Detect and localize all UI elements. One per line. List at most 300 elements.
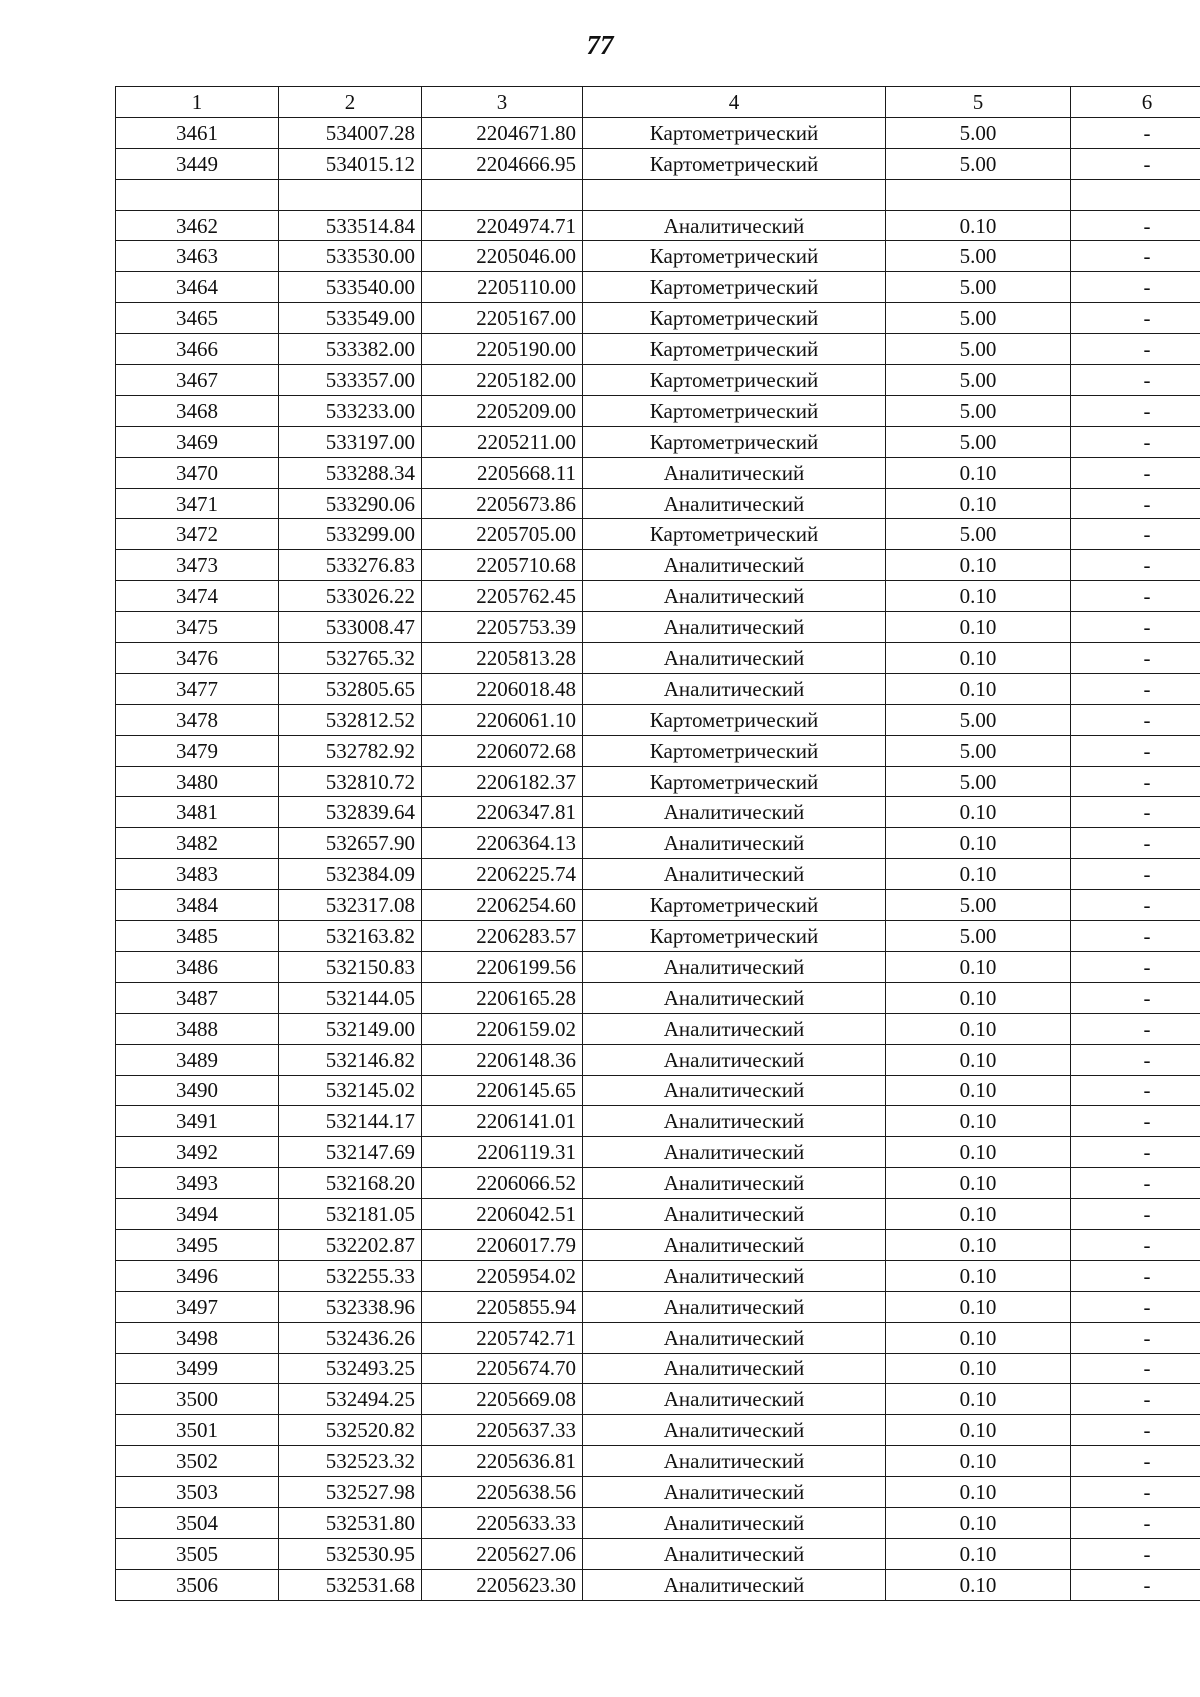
cell-method: Аналитический <box>583 210 886 241</box>
cell-method: Аналитический <box>583 1353 886 1384</box>
cell-point-number: 3493 <box>116 1168 279 1199</box>
cell-coord-x: 532145.02 <box>279 1075 422 1106</box>
cell-accuracy: 0.10 <box>886 1168 1071 1199</box>
cell-point-number: 3500 <box>116 1384 279 1415</box>
cell-coord-x: 532317.08 <box>279 890 422 921</box>
cell-coord-y: 2205110.00 <box>422 272 583 303</box>
cell-coord-y: 2206061.10 <box>422 704 583 735</box>
cell-note: - <box>1071 951 1200 982</box>
cell-method: Аналитический <box>583 550 886 581</box>
cell-method: Картометрический <box>583 272 886 303</box>
cell-point-number: 3481 <box>116 797 279 828</box>
cell-point-number: 3490 <box>116 1075 279 1106</box>
table-row <box>116 1199 1200 1230</box>
table-row <box>116 148 1200 179</box>
cell-coord-y: 2205636.81 <box>422 1446 583 1477</box>
column-header-5: 5 <box>886 87 1071 118</box>
cell-method: Аналитический <box>583 1168 886 1199</box>
cell-point-number: 3479 <box>116 735 279 766</box>
cell-accuracy: 5.00 <box>886 426 1071 457</box>
cell-coord-x: 532839.64 <box>279 797 422 828</box>
cell-coord-y: 2205705.00 <box>422 519 583 550</box>
cell-method: Аналитический <box>583 859 886 890</box>
table-row <box>116 1291 1200 1322</box>
cell-point-number: 3499 <box>116 1353 279 1384</box>
cell-coord-y: 2204666.95 <box>422 148 583 179</box>
cell-note: - <box>1071 117 1200 148</box>
cell-note: - <box>1071 210 1200 241</box>
cell-method: Аналитический <box>583 457 886 488</box>
cell-coord-y: 2205190.00 <box>422 334 583 365</box>
cell-coord-y: 2206364.13 <box>422 828 583 859</box>
table-row <box>116 859 1200 890</box>
cell-note: - <box>1071 890 1200 921</box>
cell-accuracy: 0.10 <box>886 1322 1071 1353</box>
cell-method: Аналитический <box>583 581 886 612</box>
cell-coord-x: 533549.00 <box>279 303 422 334</box>
cell-note: - <box>1071 581 1200 612</box>
cell-method: Картометрический <box>583 148 886 179</box>
cell-accuracy: 5.00 <box>886 148 1071 179</box>
cell-coord-x: 532494.25 <box>279 1384 422 1415</box>
table-row <box>116 704 1200 735</box>
cell-coord-y: 2205627.06 <box>422 1538 583 1569</box>
cell-coord-y: 2206148.36 <box>422 1044 583 1075</box>
cell-accuracy: 5.00 <box>886 766 1071 797</box>
cell-method: Картометрический <box>583 117 886 148</box>
cell-point-number: 3467 <box>116 365 279 396</box>
table-row <box>116 334 1200 365</box>
cell-accuracy: 0.10 <box>886 1260 1071 1291</box>
cell-accuracy: 0.10 <box>886 457 1071 488</box>
column-header-4: 4 <box>583 87 886 118</box>
cell-accuracy: 0.10 <box>886 1507 1071 1538</box>
table-row <box>116 1507 1200 1538</box>
cell-coord-x: 532765.32 <box>279 643 422 674</box>
cell-coord-x: 533540.00 <box>279 272 422 303</box>
cell-method: Аналитический <box>583 982 886 1013</box>
table-row <box>116 1260 1200 1291</box>
cell-note: - <box>1071 365 1200 396</box>
cell-note: - <box>1071 1075 1200 1106</box>
cell-accuracy: 5.00 <box>886 890 1071 921</box>
cell-accuracy: 0.10 <box>886 1446 1071 1477</box>
cell-coord-x: 533008.47 <box>279 612 422 643</box>
cell-coord-x: 532530.95 <box>279 1538 422 1569</box>
cell-point-number: 3482 <box>116 828 279 859</box>
cell-coord-y: 2205762.45 <box>422 581 583 612</box>
cell-method: Аналитический <box>583 1538 886 1569</box>
cell-coord-x: 532150.83 <box>279 951 422 982</box>
cell-coord-x: 532523.32 <box>279 1446 422 1477</box>
cell-accuracy: 0.10 <box>886 550 1071 581</box>
cell-point-number: 3497 <box>116 1291 279 1322</box>
cell-method: Аналитический <box>583 643 886 674</box>
cell-note: - <box>1071 457 1200 488</box>
cell-coord-x: 532531.80 <box>279 1507 422 1538</box>
cell-coord-y: 2206347.81 <box>422 797 583 828</box>
cell-point-number: 3491 <box>116 1106 279 1137</box>
cell-accuracy: 5.00 <box>886 117 1071 148</box>
cell-coord-x: 532202.87 <box>279 1229 422 1260</box>
cell-coord-x: 533382.00 <box>279 334 422 365</box>
cell-coord-y: 2206225.74 <box>422 859 583 890</box>
cell-point-number: 3478 <box>116 704 279 735</box>
table-row <box>116 828 1200 859</box>
cell-method: Картометрический <box>583 890 886 921</box>
table-body <box>116 117 1200 1600</box>
cell-accuracy: 0.10 <box>886 1137 1071 1168</box>
table-row <box>116 1229 1200 1260</box>
cell-point-number: 3472 <box>116 519 279 550</box>
cell-accuracy: 0.10 <box>886 488 1071 519</box>
header-row <box>116 87 1200 118</box>
cell-note: - <box>1071 550 1200 581</box>
cell-method: Аналитический <box>583 1013 886 1044</box>
cell-coord-y: 2206145.65 <box>422 1075 583 1106</box>
table-row <box>116 1013 1200 1044</box>
cell-method: Картометрический <box>583 395 886 426</box>
cell-method: Аналитический <box>583 1044 886 1075</box>
table-row <box>116 1569 1200 1600</box>
cell-accuracy: 0.10 <box>886 1044 1071 1075</box>
table-row <box>116 1415 1200 1446</box>
cell-method: Аналитический <box>583 1260 886 1291</box>
table-row <box>116 426 1200 457</box>
cell-point-number: 3471 <box>116 488 279 519</box>
cell-coord-y: 2204671.80 <box>422 117 583 148</box>
cell-coord-x: 533233.00 <box>279 395 422 426</box>
column-header-1: 1 <box>116 87 279 118</box>
table-row <box>116 365 1200 396</box>
cell-point-number: 3496 <box>116 1260 279 1291</box>
cell-coord-y: 2205710.68 <box>422 550 583 581</box>
cell-coord-y: 2205855.94 <box>422 1291 583 1322</box>
table-row <box>116 210 1200 241</box>
cell-accuracy: 0.10 <box>886 1384 1071 1415</box>
table-row <box>116 643 1200 674</box>
column-header-6: 6 <box>1071 87 1200 118</box>
cell-point-number: 3486 <box>116 951 279 982</box>
cell-accuracy: 5.00 <box>886 272 1071 303</box>
cell-point-number <box>116 179 279 210</box>
cell-accuracy <box>886 179 1071 210</box>
cell-point-number: 3504 <box>116 1507 279 1538</box>
cell-point-number: 3494 <box>116 1199 279 1230</box>
table-row <box>116 982 1200 1013</box>
cell-accuracy: 0.10 <box>886 1075 1071 1106</box>
cell-method: Аналитический <box>583 797 886 828</box>
cell-coord-y: 2206066.52 <box>422 1168 583 1199</box>
cell-accuracy: 0.10 <box>886 1013 1071 1044</box>
table-row <box>116 303 1200 334</box>
cell-method: Картометрический <box>583 426 886 457</box>
cell-note: - <box>1071 148 1200 179</box>
cell-point-number: 3449 <box>116 148 279 179</box>
cell-accuracy: 0.10 <box>886 859 1071 890</box>
cell-accuracy: 0.10 <box>886 612 1071 643</box>
cell-accuracy: 0.10 <box>886 828 1071 859</box>
cell-coord-y: 2206159.02 <box>422 1013 583 1044</box>
cell-accuracy: 0.10 <box>886 982 1071 1013</box>
cell-note: - <box>1071 488 1200 519</box>
cell-note: - <box>1071 1415 1200 1446</box>
cell-coord-x: 532805.65 <box>279 673 422 704</box>
cell-coord-y: 2206199.56 <box>422 951 583 982</box>
table-row <box>116 1353 1200 1384</box>
cell-accuracy: 0.10 <box>886 1538 1071 1569</box>
cell-coord-x: 533276.83 <box>279 550 422 581</box>
cell-coord-y: 2204974.71 <box>422 210 583 241</box>
cell-note: - <box>1071 272 1200 303</box>
table-row <box>116 1044 1200 1075</box>
cell-point-number: 3466 <box>116 334 279 365</box>
cell-coord-y: 2205673.86 <box>422 488 583 519</box>
cell-coord-y: 2205813.28 <box>422 643 583 674</box>
cell-point-number: 3492 <box>116 1137 279 1168</box>
cell-coord-x: 532782.92 <box>279 735 422 766</box>
cell-method: Аналитический <box>583 673 886 704</box>
cell-note: - <box>1071 704 1200 735</box>
cell-method: Картометрический <box>583 334 886 365</box>
cell-coord-x: 532338.96 <box>279 1291 422 1322</box>
cell-method: Аналитический <box>583 1075 886 1106</box>
cell-accuracy: 5.00 <box>886 334 1071 365</box>
cell-coord-x: 532163.82 <box>279 921 422 952</box>
cell-coord-x: 532520.82 <box>279 1415 422 1446</box>
cell-point-number: 3473 <box>116 550 279 581</box>
cell-point-number: 3488 <box>116 1013 279 1044</box>
cell-method: Картометрический <box>583 303 886 334</box>
cell-accuracy: 5.00 <box>886 303 1071 334</box>
cell-coord-y: 2206017.79 <box>422 1229 583 1260</box>
cell-accuracy: 0.10 <box>886 1199 1071 1230</box>
cell-point-number: 3463 <box>116 241 279 272</box>
column-header-2: 2 <box>279 87 422 118</box>
cell-note: - <box>1071 766 1200 797</box>
table-row <box>116 735 1200 766</box>
column-header-3: 3 <box>422 87 583 118</box>
table-row <box>116 1168 1200 1199</box>
cell-note: - <box>1071 859 1200 890</box>
cell-accuracy: 5.00 <box>886 241 1071 272</box>
cell-coord-y: 2206119.31 <box>422 1137 583 1168</box>
cell-note: - <box>1071 1569 1200 1600</box>
cell-note: - <box>1071 1538 1200 1569</box>
cell-method: Аналитический <box>583 828 886 859</box>
table-row <box>116 1538 1200 1569</box>
cell-coord-x: 532147.69 <box>279 1137 422 1168</box>
table-row <box>116 457 1200 488</box>
cell-coord-y: 2206165.28 <box>422 982 583 1013</box>
cell-method: Картометрический <box>583 921 886 952</box>
cell-method: Аналитический <box>583 612 886 643</box>
cell-coord-x: 532146.82 <box>279 1044 422 1075</box>
cell-accuracy: 5.00 <box>886 519 1071 550</box>
cell-note: - <box>1071 1044 1200 1075</box>
cell-note: - <box>1071 1507 1200 1538</box>
cell-point-number: 3461 <box>116 117 279 148</box>
cell-method: Картометрический <box>583 704 886 735</box>
cell-note: - <box>1071 921 1200 952</box>
cell-point-number: 3470 <box>116 457 279 488</box>
table-row <box>116 1106 1200 1137</box>
cell-method: Аналитический <box>583 1291 886 1322</box>
cell-accuracy: 0.10 <box>886 581 1071 612</box>
cell-coord-x: 532255.33 <box>279 1260 422 1291</box>
cell-coord-y: 2205753.39 <box>422 612 583 643</box>
table-row <box>116 581 1200 612</box>
cell-point-number: 3468 <box>116 395 279 426</box>
cell-method: Аналитический <box>583 1137 886 1168</box>
cell-note: - <box>1071 519 1200 550</box>
cell-coord-x: 533299.00 <box>279 519 422 550</box>
cell-note: - <box>1071 1260 1200 1291</box>
cell-point-number: 3489 <box>116 1044 279 1075</box>
cell-note: - <box>1071 1137 1200 1168</box>
cell-method: Картометрический <box>583 365 886 396</box>
cell-coord-y: 2205167.00 <box>422 303 583 334</box>
cell-point-number: 3464 <box>116 272 279 303</box>
cell-note: - <box>1071 1477 1200 1508</box>
cell-note: - <box>1071 735 1200 766</box>
cell-coord-y: 2206018.48 <box>422 673 583 704</box>
cell-accuracy: 0.10 <box>886 1229 1071 1260</box>
cell-point-number: 3484 <box>116 890 279 921</box>
cell-accuracy: 0.10 <box>886 643 1071 674</box>
cell-note: - <box>1071 797 1200 828</box>
cell-note: - <box>1071 1353 1200 1384</box>
cell-note: - <box>1071 673 1200 704</box>
cell-accuracy: 0.10 <box>886 210 1071 241</box>
cell-coord-x: 532168.20 <box>279 1168 422 1199</box>
cell-note: - <box>1071 982 1200 1013</box>
cell-coord-x: 532144.17 <box>279 1106 422 1137</box>
cell-point-number: 3505 <box>116 1538 279 1569</box>
cell-note: - <box>1071 303 1200 334</box>
table-row <box>116 1384 1200 1415</box>
cell-point-number: 3477 <box>116 673 279 704</box>
cell-coord-x: 533026.22 <box>279 581 422 612</box>
cell-method: Аналитический <box>583 1229 886 1260</box>
cell-coord-x: 533197.00 <box>279 426 422 457</box>
cell-method: Аналитический <box>583 1106 886 1137</box>
cell-coord-x: 533290.06 <box>279 488 422 519</box>
cell-point-number: 3483 <box>116 859 279 890</box>
cell-point-number: 3474 <box>116 581 279 612</box>
cell-coord-y: 2206283.57 <box>422 921 583 952</box>
cell-note: - <box>1071 1291 1200 1322</box>
cell-method <box>583 179 886 210</box>
cell-point-number: 3475 <box>116 612 279 643</box>
cell-method: Аналитический <box>583 488 886 519</box>
cell-coord-y: 2205638.56 <box>422 1477 583 1508</box>
cell-coord-x: 532531.68 <box>279 1569 422 1600</box>
cell-accuracy: 0.10 <box>886 1569 1071 1600</box>
cell-note: - <box>1071 828 1200 859</box>
cell-method: Аналитический <box>583 951 886 982</box>
cell-coord-x: 532144.05 <box>279 982 422 1013</box>
cell-coord-x: 534015.12 <box>279 148 422 179</box>
cell-method: Аналитический <box>583 1415 886 1446</box>
table-row <box>116 797 1200 828</box>
cell-note: - <box>1071 1446 1200 1477</box>
cell-point-number: 3502 <box>116 1446 279 1477</box>
cell-coord-y: 2205211.00 <box>422 426 583 457</box>
cell-coord-x: 532657.90 <box>279 828 422 859</box>
table-row <box>116 1137 1200 1168</box>
table-header <box>116 87 1200 118</box>
cell-coord-y: 2205209.00 <box>422 395 583 426</box>
cell-coord-y: 2205633.33 <box>422 1507 583 1538</box>
cell-coord-x: 534007.28 <box>279 117 422 148</box>
cell-coord-y: 2206072.68 <box>422 735 583 766</box>
cell-coord-y: 2205668.11 <box>422 457 583 488</box>
table-row <box>116 951 1200 982</box>
cell-method: Аналитический <box>583 1446 886 1477</box>
cell-point-number: 3501 <box>116 1415 279 1446</box>
cell-coord-y: 2205954.02 <box>422 1260 583 1291</box>
table-row <box>116 612 1200 643</box>
cell-method: Аналитический <box>583 1507 886 1538</box>
cell-coord-y <box>422 179 583 210</box>
cell-coord-x: 533530.00 <box>279 241 422 272</box>
cell-note: - <box>1071 1322 1200 1353</box>
cell-note: - <box>1071 334 1200 365</box>
cell-note: - <box>1071 1168 1200 1199</box>
cell-coord-y: 2206182.37 <box>422 766 583 797</box>
cell-accuracy: 5.00 <box>886 704 1071 735</box>
cell-accuracy: 0.10 <box>886 1477 1071 1508</box>
cell-method: Картометрический <box>583 519 886 550</box>
cell-point-number: 3480 <box>116 766 279 797</box>
cell-accuracy: 0.10 <box>886 1291 1071 1322</box>
table-row <box>116 272 1200 303</box>
table-row <box>116 395 1200 426</box>
cell-method: Аналитический <box>583 1384 886 1415</box>
cell-coord-x: 532493.25 <box>279 1353 422 1384</box>
cell-accuracy: 0.10 <box>886 1106 1071 1137</box>
table-row <box>116 890 1200 921</box>
table-row <box>116 488 1200 519</box>
cell-coord-x: 533288.34 <box>279 457 422 488</box>
cell-accuracy: 5.00 <box>886 395 1071 426</box>
cell-note: - <box>1071 1013 1200 1044</box>
cell-note: - <box>1071 1106 1200 1137</box>
cell-accuracy: 0.10 <box>886 1353 1071 1384</box>
cell-accuracy: 0.10 <box>886 797 1071 828</box>
cell-coord-x: 532812.52 <box>279 704 422 735</box>
cell-coord-x: 532810.72 <box>279 766 422 797</box>
table-row <box>116 519 1200 550</box>
table-row <box>116 921 1200 952</box>
cell-point-number: 3503 <box>116 1477 279 1508</box>
table-row <box>116 1075 1200 1106</box>
cell-coord-y: 2205046.00 <box>422 241 583 272</box>
cell-point-number: 3485 <box>116 921 279 952</box>
cell-coord-y: 2205182.00 <box>422 365 583 396</box>
cell-note: - <box>1071 643 1200 674</box>
cell-coord-x: 532181.05 <box>279 1199 422 1230</box>
cell-point-number: 3506 <box>116 1569 279 1600</box>
cell-coord-x: 533357.00 <box>279 365 422 396</box>
cell-point-number: 3487 <box>116 982 279 1013</box>
cell-coord-x: 532149.00 <box>279 1013 422 1044</box>
cell-note <box>1071 179 1200 210</box>
cell-accuracy: 0.10 <box>886 951 1071 982</box>
cell-method: Аналитический <box>583 1199 886 1230</box>
cell-coord-y: 2206141.01 <box>422 1106 583 1137</box>
